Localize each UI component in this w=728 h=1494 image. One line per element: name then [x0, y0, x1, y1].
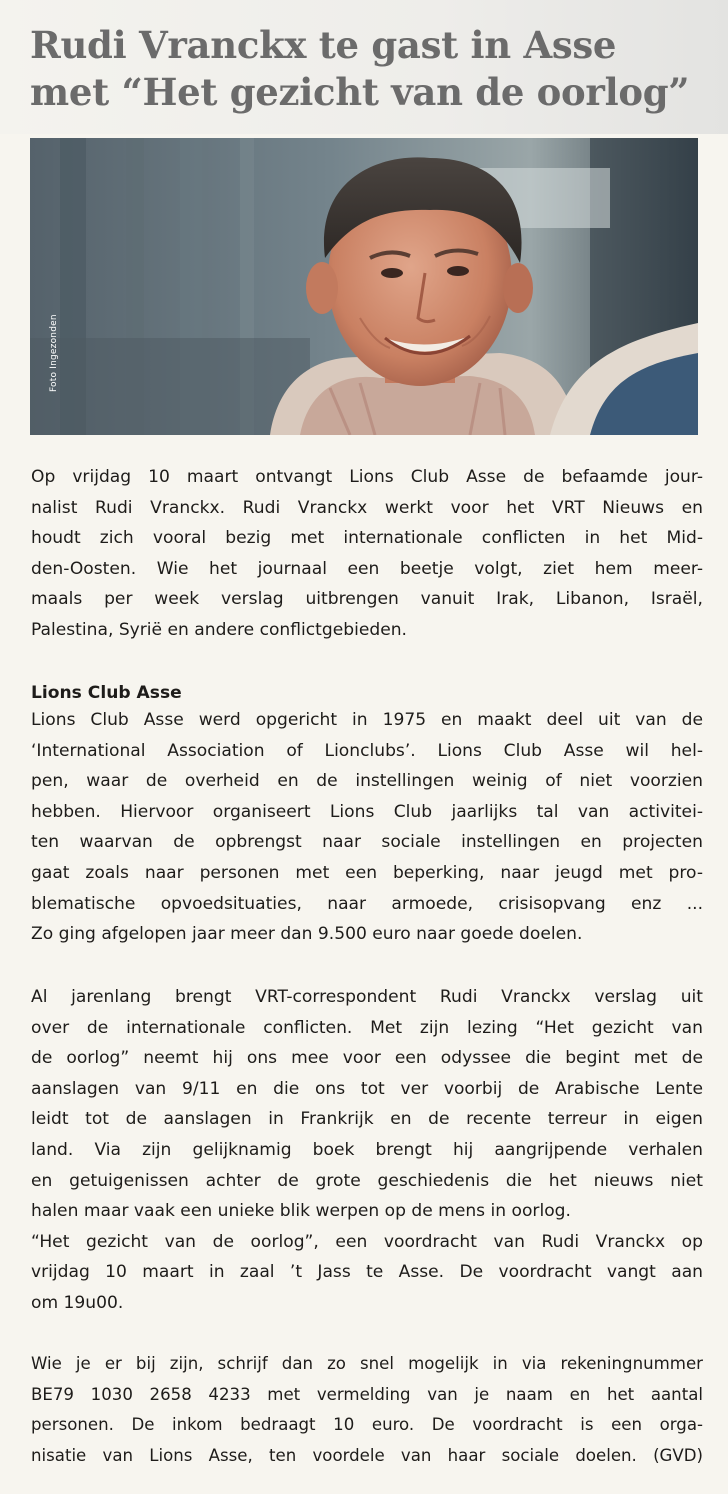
text-line: aanslagen van 9/11 en die ons tot ver voorbij de Arabische Lente — [31, 1078, 703, 1099]
text-line: gaat zoals naar personen met een beperking, naar jeugd met pro- — [31, 862, 703, 883]
text-line: en getuigenissen achter de grote geschiedenis die het nieuws niet — [31, 1170, 703, 1191]
text-line: Wie je er bij zijn, schrijf dan zo snel mogelijk in via rekeningnummer — [31, 1354, 703, 1373]
text-line: “Het gezicht van de oorlog”, een voordracht van Rudi Vranckx op — [31, 1231, 703, 1252]
section-heading: Lions Club Asse — [31, 683, 182, 703]
text-line: nisatie van Lions Asse, ten voordele van haar sociale doelen. (GVD) — [31, 1445, 703, 1465]
title-line: Rudi Vranckx te gast in Asse — [30, 23, 617, 67]
text-line: BE79 1030 2658 4233 met vermelding van je naam en het aantal — [31, 1384, 703, 1404]
text-line: blematische opvoedsituaties, naar armoede, crisisopvang enz ... — [31, 893, 703, 914]
text-line: ten waarvan de opbrengst naar sociale instellingen en projecten — [31, 832, 703, 853]
text-line: Palestina, Syrië en andere conflictgebieden. — [31, 619, 407, 640]
text-line: over de internationale conflicten. Met zijn lezing “Het gezicht van — [31, 1017, 703, 1038]
intro-paragraph — [31, 462, 703, 646]
portrait-photo — [30, 138, 698, 435]
text-line: ‘International Association of Lionclubs’. Lions Club Asse wil hel- — [31, 740, 703, 761]
text-line: houdt zich vooral bezig met internationale conflicten in het Mid- — [31, 528, 703, 549]
text-line: om 19u00. — [31, 1292, 124, 1313]
text-line: Al jarenlang brengt VRT-correspondent Rudi Vranckx verslag uit — [31, 987, 703, 1007]
lions-paragraph — [31, 705, 703, 950]
photo-credit: Foto Ingezonden — [49, 314, 59, 392]
text-line: Zo ging afgelopen jaar meer dan 9.500 euro naar goede doelen. — [31, 924, 583, 945]
text-line: de oorlog” neemt hij ons mee voor een odyssee die begint met de — [31, 1048, 703, 1069]
article-title — [30, 22, 720, 116]
portrait-illustration — [30, 138, 698, 435]
text-line: nalist Rudi Vranckx. Rudi Vranckx werkt voor het VRT Nieuws en — [31, 497, 703, 518]
text-line: halen maar vaak een unieke blik werpen op de mens in oorlog. — [31, 1201, 571, 1222]
text-line: personen. De inkom bedraagt 10 euro. De voordracht is een orga- — [31, 1415, 703, 1435]
text-line: vrijdag 10 maart in zaal ’t Jass te Asse. De voordracht vangt aan — [31, 1262, 703, 1283]
text-line: land. Via zijn gelijknamig boek brengt hij aangrijpende verhalen — [31, 1139, 703, 1160]
text-line: den-Oosten. Wie het journaal een beetje volgt, ziet hem meer- — [31, 558, 703, 579]
title-line: met “Het gezicht van de oorlog” — [30, 70, 690, 114]
lecture-paragraph — [31, 982, 703, 1319]
text-line: leidt tot de aanslagen in Frankrijk en de recente terreur in eigen — [31, 1109, 703, 1130]
text-line: Lions Club Asse werd opgericht in 1975 en maakt deel uit van de — [31, 710, 703, 730]
text-line: hebben. Hiervoor organiseert Lions Club jaarlijks tal van activitei- — [31, 801, 703, 822]
text-line: Op vrijdag 10 maart ontvangt Lions Club Asse de befaamde jour- — [31, 467, 703, 487]
text-line: maals per week verslag uitbrengen vanuit Irak, Libanon, Israël, — [31, 589, 703, 610]
text-line: pen, waar de overheid en de instellingen weinig of niet voorzien — [31, 771, 703, 792]
registration-paragraph — [31, 1349, 703, 1471]
